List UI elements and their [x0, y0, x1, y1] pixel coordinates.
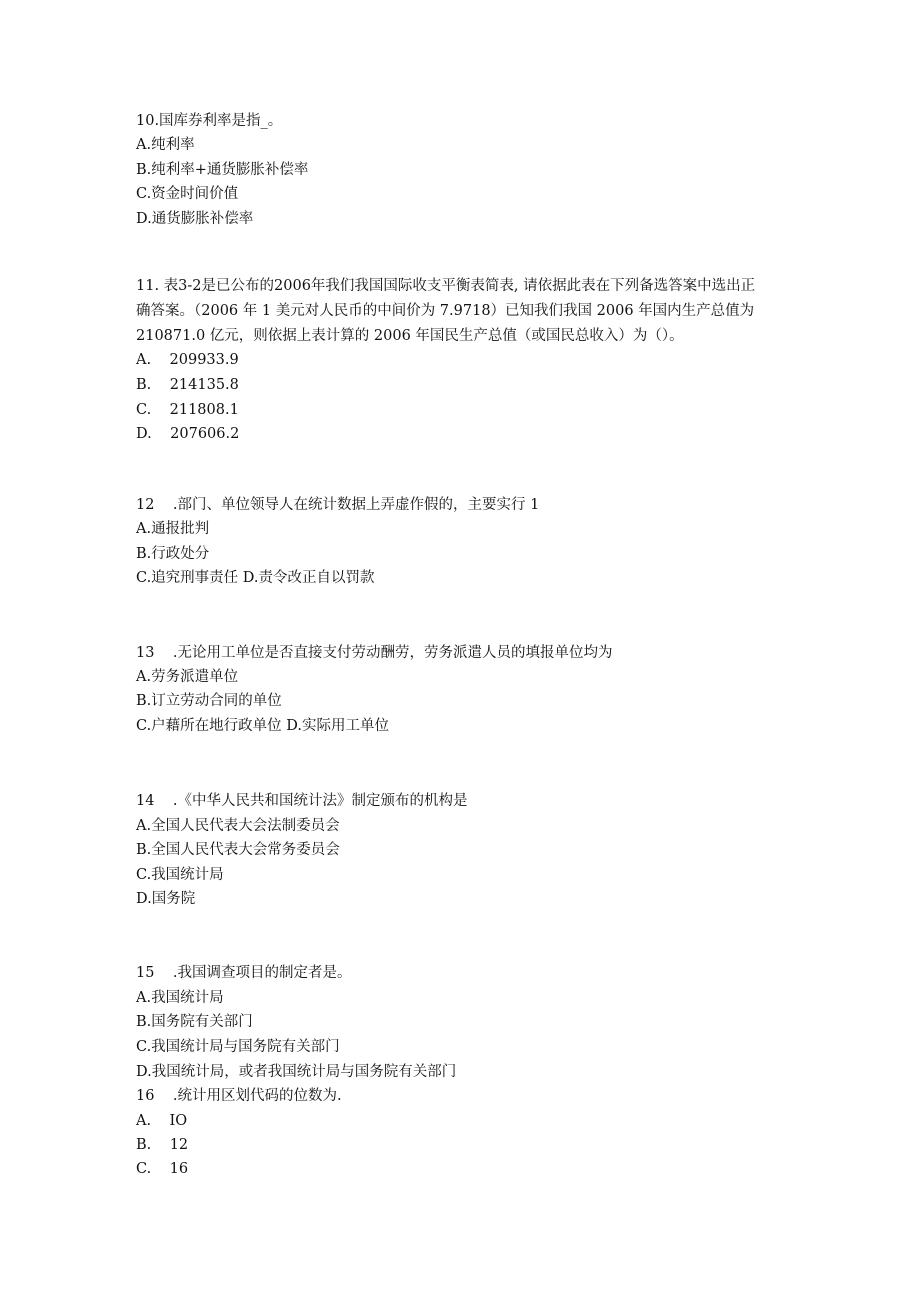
question-stem: 13 .无论用工单位是否直接支付劳动酬劳，劳务派遣人员的填报单位均为: [136, 645, 613, 661]
option: B.全国人民代表大会常务委员会: [136, 842, 340, 858]
option: C.追究刑事责任 D.责令改正自以罚款: [136, 570, 375, 586]
option: A.纯利率: [136, 137, 195, 153]
question-stem: 14 .《中华人民共和国统计法》制定颁布的机构是: [136, 793, 468, 809]
option: A. 209933.9: [136, 352, 239, 368]
question-stem: 15 .我国调查项目的制定者是。: [136, 965, 352, 981]
option: A.全国人民代表大会法制委员会: [136, 818, 340, 834]
option: A.我国统计局: [136, 990, 224, 1006]
option: B.纯利率+通货膨胀补偿率: [136, 162, 309, 178]
option: B. 214135.8: [136, 377, 239, 393]
option: D.国务院: [136, 891, 196, 907]
option: A.通报批判: [136, 521, 210, 537]
option: C.我国统计局: [136, 867, 224, 883]
option: B.订立劳动合同的单位: [136, 693, 282, 709]
question-stem: 16 .统计用区划代码的位数为.: [136, 1088, 342, 1104]
option: A. IO: [136, 1113, 188, 1129]
question-stem: 12 .部门、单位领导人在统计数据上弄虚作假的，主要实行 1: [136, 497, 540, 513]
option: A.劳务派遣单位: [136, 669, 239, 685]
option: D.通货膨胀补偿率: [136, 211, 254, 227]
question-stem-line: 确答案。（2006 年 1 美元对人民币的中间价为 7.9718）已知我们我国 2006 年国内生产总值为: [136, 303, 755, 319]
option: D.我国统计局，或者我国统计局与国务院有关部门: [136, 1064, 457, 1080]
option: D. 207606.2: [136, 426, 240, 442]
option: C.我国统计局与国务院有关部门: [136, 1039, 340, 1055]
option: C. 211808.1: [136, 402, 239, 418]
option: C. 16: [136, 1161, 189, 1177]
question-stem: 10.国库券利率是指_。: [136, 113, 283, 129]
option: B.行政处分: [136, 546, 210, 562]
option: C.资金时间价值: [136, 186, 239, 202]
option: B. 12: [136, 1137, 189, 1153]
option: B.国务院有关部门: [136, 1014, 253, 1030]
question-stem-line: 210871.0 亿元，则依据上表计算的 2006 年国民生产总值（或国民总收入）为（）。: [136, 328, 684, 344]
question-stem-line: 11. 表3-2是已公布的2006年我们我国国际收支平衡表简表, 请依据此表在下列备选答案中选出正: [136, 278, 756, 294]
option: C.户藉所在地行政单位 D.实际用工单位: [136, 718, 390, 734]
